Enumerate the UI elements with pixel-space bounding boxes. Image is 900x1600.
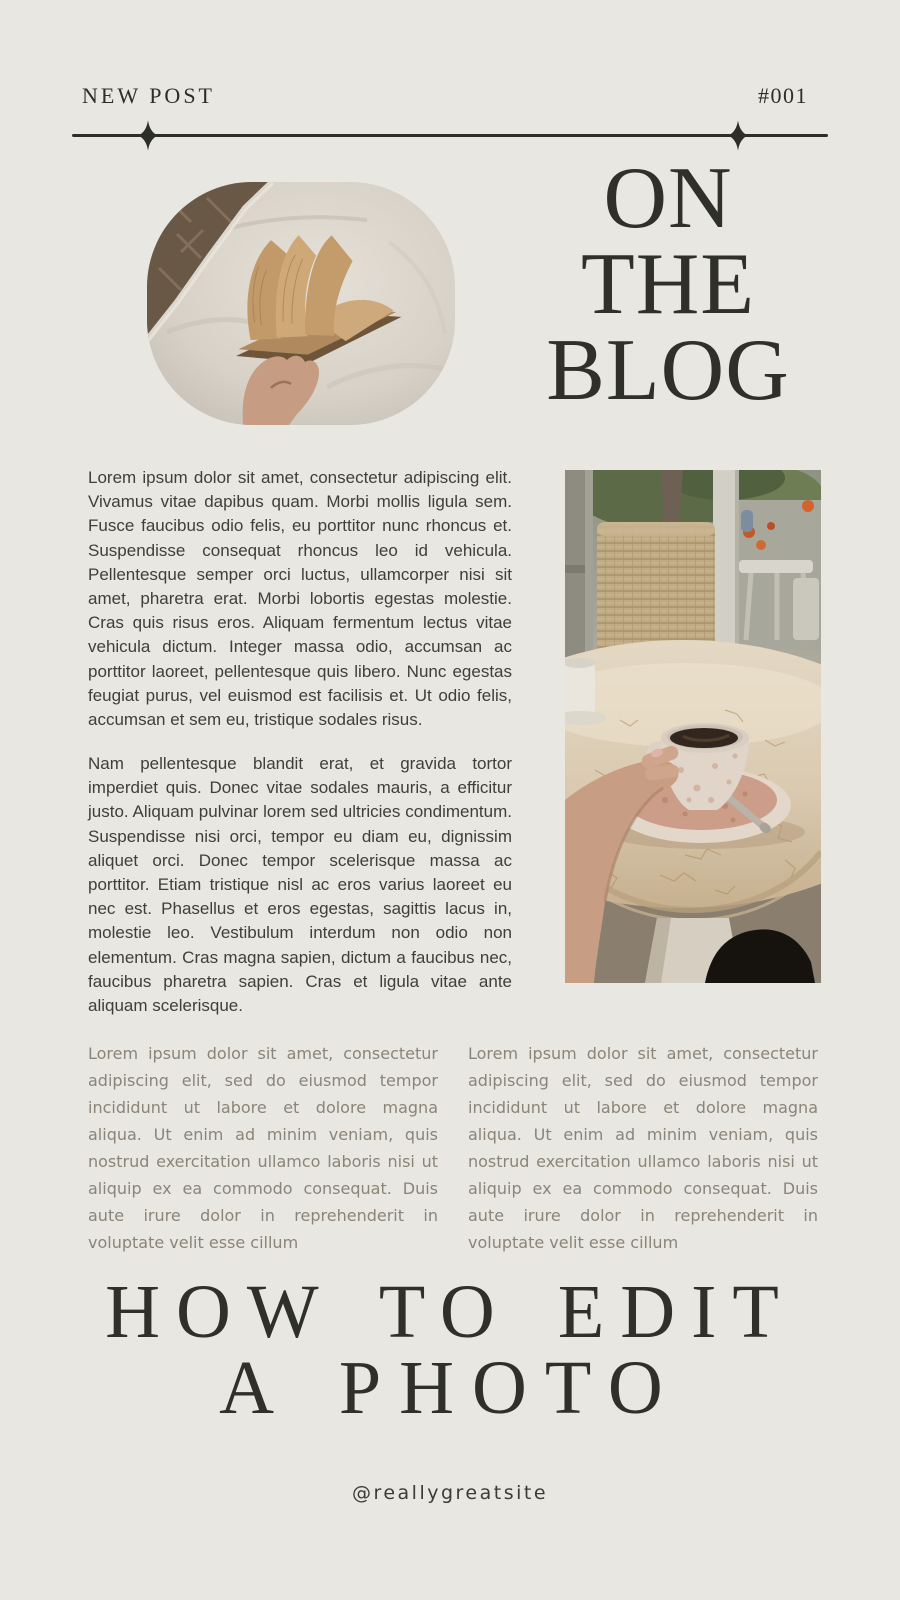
headline-line-2: A PHOTO [219, 1346, 681, 1430]
column-left: Lorem ipsum dolor sit amet, consectetur adipiscing elit, sed do eiusmod tempor incididunt ut labore et dolore magna aliqua. Ut enim ad minim veniam, quis nostrud exercitation ullamco laboris nisi ut aliquip ex ea commodo consequat. Duis aute irure dolor in reprehenderit in voluptate velit esse cillum [88, 1044, 438, 1252]
book-photo [147, 182, 455, 425]
divider-line [72, 134, 828, 137]
issue-number: #001 [758, 83, 808, 108]
article-paragraph-2: Nam pellentesque blandit erat, et gravida tortor imperdiet quis. Donec vitae sodales mauris, a efficitur justo. Aliquam pulvinar lorem sed ultricies condimentum. Suspendisse nisi orci, tempor eu diam eu, dignissim aliquet orci. Donec tempor scelerisque massa ac porttitor. Etiam tristique nisl ac eros varius laoreet eu nec est. Phasellus et eros egestas, sagittis lacus in, molestie leo. Vestibulum interdum non odio non elementum. Cras magna sapien, dictum a faucibus nec, faucibus pharetra sapien. Cras et ligula vitae ante aliquam scelerisque. [88, 754, 512, 1016]
hero-title-line: THE [580, 236, 756, 333]
hero-title-line: ON [603, 150, 733, 247]
hero-title-line: BLOG [546, 322, 790, 419]
headline [0, 1270, 900, 1430]
site-handle: @reallygreatsite [351, 1482, 549, 1504]
four-point-star-icon [138, 120, 158, 151]
article-paragraph-1: Lorem ipsum dolor sit amet, consectetur adipiscing elit. Vivamus vitae dapibus quam. Morbi mollis ligula sem. Fusce faucibus odio felis, eu porttitor nunc rhoncus et. Suspendisse consequat rhoncus leo id vehicula. Pellentesque semper orci luctus, ullamcorper nisi sit amet, pharetra erat. Morbi lobortis egestas molestie. Cras quis risus eros. Aliquam fermentum lectus vitae vehicula dictum. Integer massa odio, accumsan ac porttitor laoreet, pellentesque quis libero. Nunc egestas feugiat purus, vel euismod est facilisis et. Ut odio felis, accumsan et sem eu, tristique sodales risus. [88, 468, 512, 730]
headline-line-1: HOW TO EDIT [105, 1270, 795, 1354]
hero-title [512, 150, 824, 419]
four-point-star-icon [728, 120, 748, 151]
coffee-photo [565, 470, 821, 983]
column-right: Lorem ipsum dolor sit amet, consectetur adipiscing elit, sed do eiusmod tempor incididunt ut labore et dolore magna aliqua. Ut enim ad minim veniam, quis nostrud exercitation ullamco laboris nisi ut aliquip ex ea commodo consequat. Duis aute irure dolor in reprehenderit in voluptate velit esse cillum [468, 1044, 818, 1252]
header-divider [72, 122, 828, 150]
post-label: NEW POST [82, 83, 215, 108]
